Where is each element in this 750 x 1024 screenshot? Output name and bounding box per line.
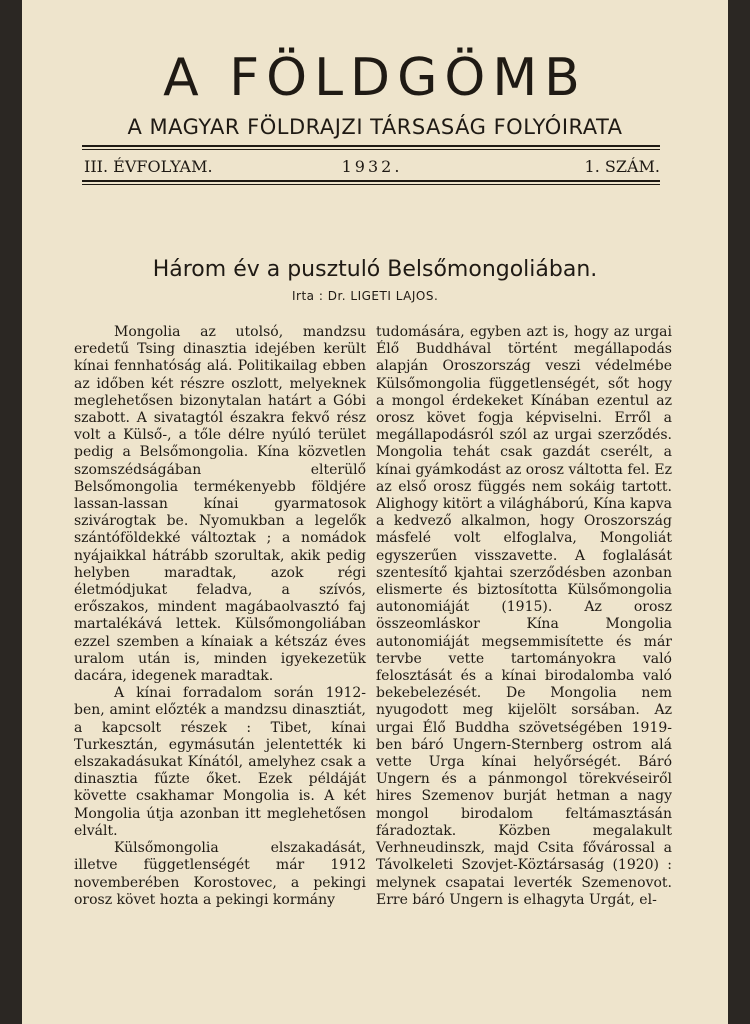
- volume-label: III. ÉVFOLYAM.: [84, 157, 213, 176]
- header-rule-bottom-thin: [82, 184, 660, 185]
- journal-title: A FÖLDGÖMB: [163, 48, 587, 108]
- header-rule-bottom: [82, 180, 660, 182]
- paragraph: Külsőmongolia elszakadását, illetve függetlenségét már 1912 novemberében Korostovec, a pekingi orosz követ hozta a pekingi kormány: [74, 840, 366, 908]
- article-byline: Irta : Dr. LIGETI LAJOS.: [292, 289, 439, 303]
- paragraph: A kínai forradalom során 1912-ben, amint előzték a mandzsu dinasztiát, a kapcsolt részek : Tibet, kínai Turkesztán, egymásután jelentették ki elszakadásukat Kínától, amelyhez csak a dinasztia fűzte őket. Ezek példáját követte csakhamar Mongolia is. A két Mongolia útja azonban itt meglehetősen elvált.: [74, 685, 366, 839]
- journal-page: [22, 0, 728, 1024]
- header-rule-top-thin: [82, 149, 660, 150]
- issue-line: [84, 156, 660, 178]
- article-title: Három év a pusztuló Belsőmongoliában.: [152, 257, 598, 282]
- right-column: [376, 324, 672, 909]
- year-label: 1932.: [341, 157, 403, 176]
- left-column: [74, 324, 366, 909]
- paragraph: Mongolia az utolsó, mandzsu eredetű Tsing dinasztia idejében került kínai fennhatóság alá. Politikailag ebben az időben két részre oszlott, melyeknek meglehetősen bizonytalan határt a Góbi szabott. A sivatagtól északra fekvő rész volt a Külső-, a tőle délre nyúló terület pedig a Belsőmongolia. Kína közvetlen szomszédságában elterülő Belsőmongolia termékenyebb földjére lassan-lassan kínai gyarmatosok szivárogtak be. Nyomukban a legelők szántóföldekké változtak ; a nomádok nyájaikkal hátrább szorultak, akik pedig helyben maradtak, azok régi életmódjukat feladva, a szívós, erőszakos, mindent magábaolvasztó faj martalékává lettek. Külsőmongoliában ezzel szemben a kínaiak a kétszáz éves uralom után is, minden igyekezetük dacára, idegenek maradtak.: [74, 324, 366, 685]
- journal-subtitle: A MAGYAR FÖLDRAJZI TÁRSASÁG FOLYÓIRATA: [127, 115, 623, 139]
- issue-number: 1. SZÁM.: [584, 157, 660, 176]
- header-rule-top: [82, 145, 660, 147]
- paragraph: tudomására, egyben azt is, hogy az urgai Élő Buddhával történt megállapodás alapján Oroszország veszi védelmébe Külsőmongolia függetlenségét, sőt hogy a mongol érdekeket Kínában ezentul az orosz követ fogja képviselni. Erről a megállapodásról szól az urgai szerződés. Mongolia tehát csak gazdát cserélt, a kínai gyámkodást az orosz váltotta fel. Ez az első orosz függés nem sokáig tartott. Alighogy kitört a világháború, Kína kapva a kedvező alkalmon, hogy Oroszország másfelé volt elfoglalva, Mongoliát egyszerűen visszavette. A foglalását szentesítő kjahtai szerződésben azonban elismerte és biztosította Külsőmongolia autonomiáját (1915). Az orosz összeomláskor Kína Mongolia autonomiáját megsemmisítette és már tervbe vette tartományokra való felosztását és a kínai birodalomba való bekebelezését. De Mongolia nem nyugodott meg kijelölt sorsában. Az urgai Élő Buddha szövetségében 1919-ben báró Ungern-Sternberg ostrom alá vette Urga kínai helyőrségét. Báró Ungern és a pánmongol törekvéseiről hires Szemenov burját hetman a nagy mongol birodalom feltámasztásán fáradoztak. Közben megalakult Verhneudinszk, majd Csita fővárossal a Távolkeleti Szovjet-Köztársaság (1920) : melynek csapatai leverték Szemenovot. Erre báró Ungern is elhagyta Urgát, el-: [376, 324, 672, 908]
